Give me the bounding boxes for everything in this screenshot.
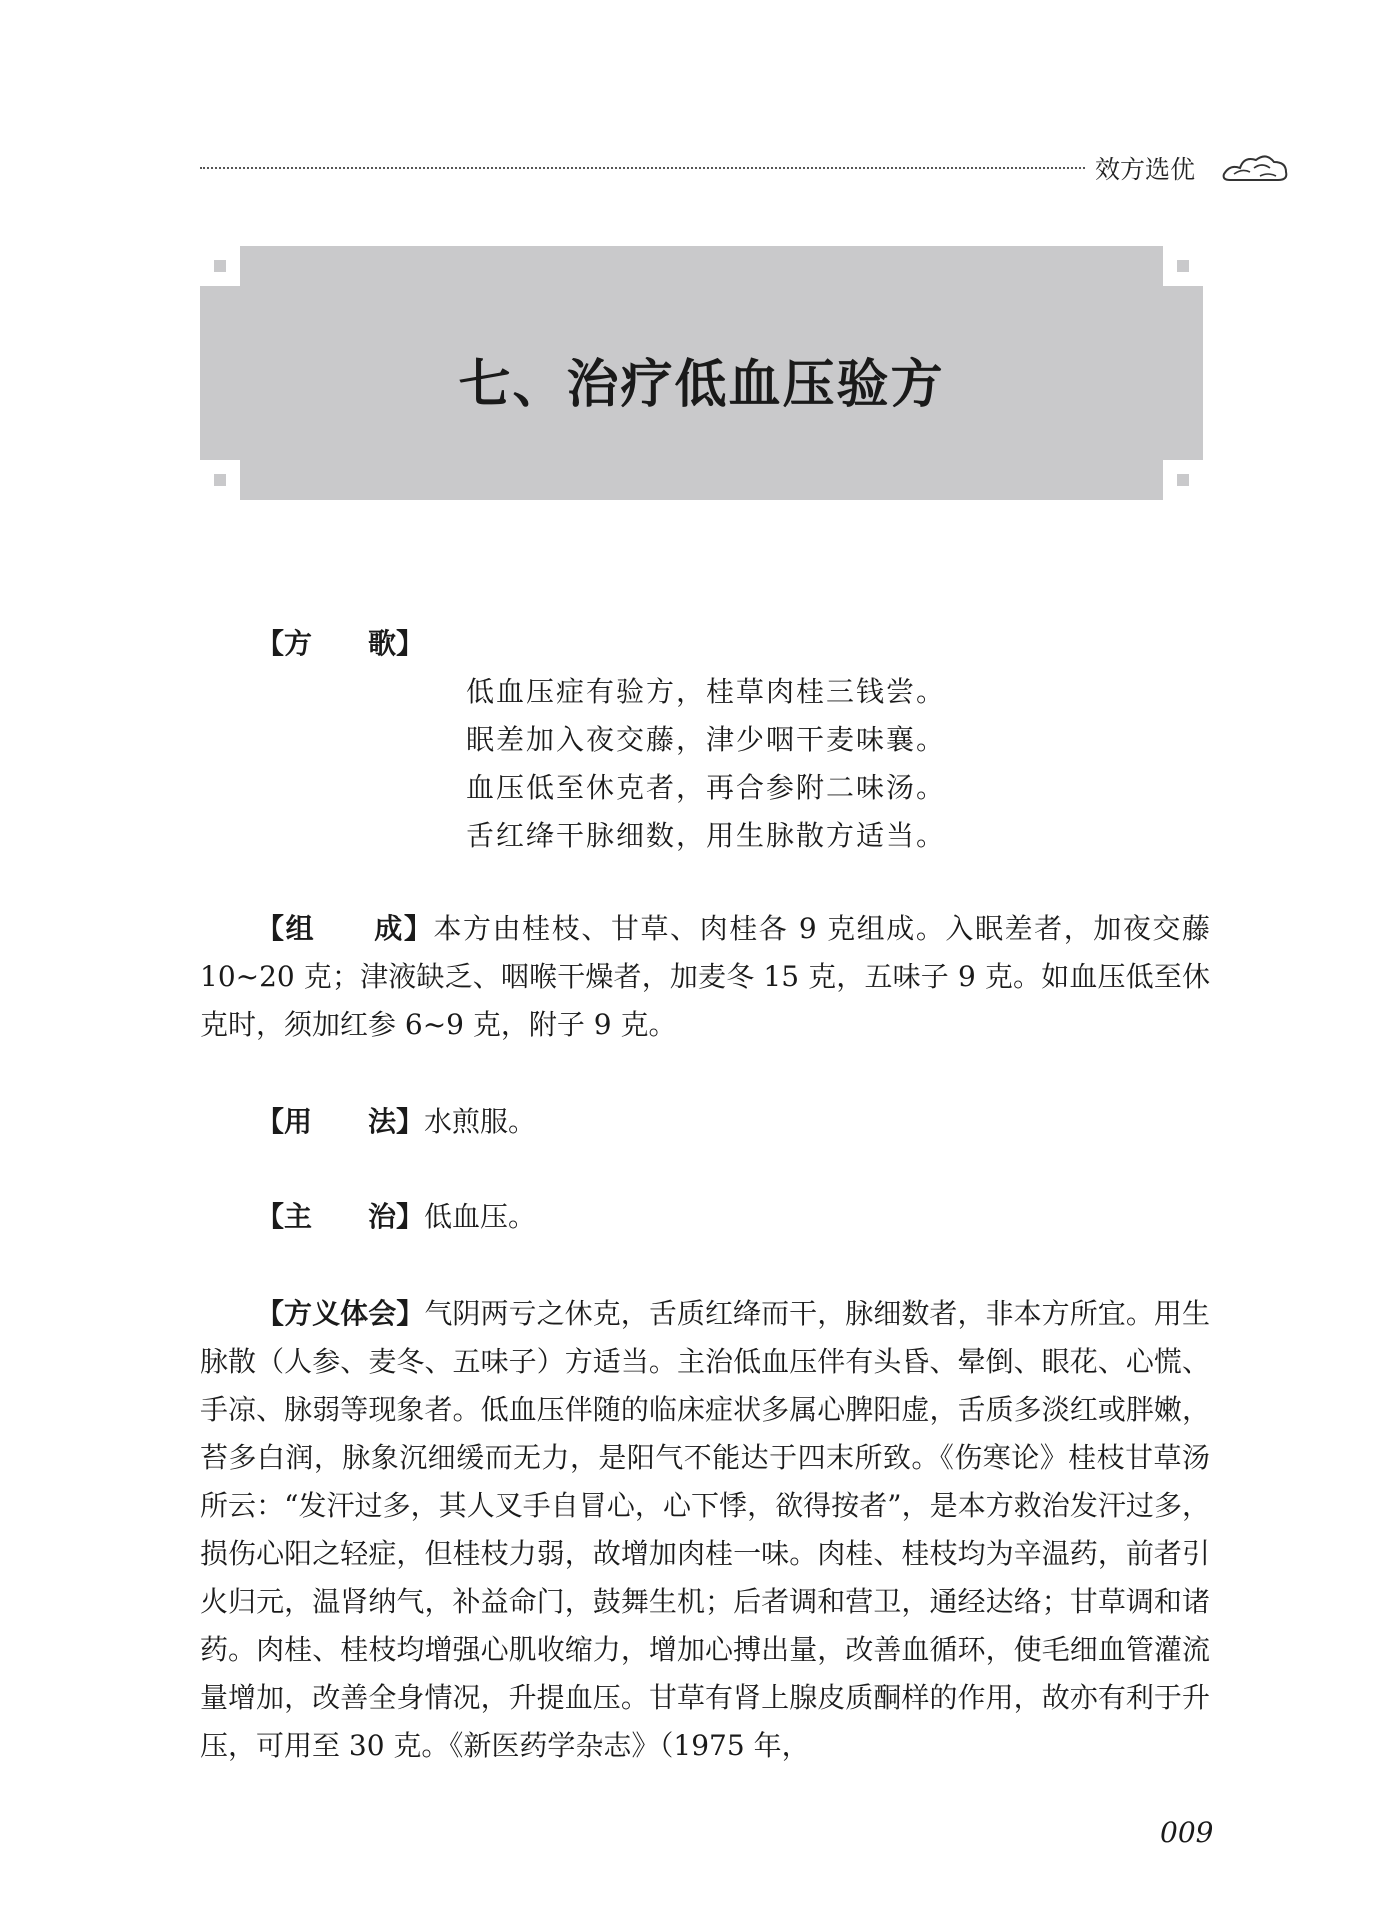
- fangyi-section: [200, 1290, 1210, 1770]
- chapter-title: 七、治疗低血压验方: [458, 354, 945, 415]
- zhuzhi-text: 低血压。: [424, 1200, 537, 1233]
- banner-corner-ornament: [1177, 260, 1189, 272]
- running-header: [200, 150, 1290, 190]
- poem-line: 低血压症有验方，桂草肉桂三钱尝。: [466, 675, 947, 708]
- zucheng-label: 【组 成】: [256, 912, 434, 945]
- yongfa-label: 【用 法】: [256, 1105, 425, 1138]
- chapter-banner: [200, 246, 1203, 500]
- cloud-icon: [1220, 150, 1290, 186]
- fangyi-label: 【方义体会】: [256, 1297, 425, 1330]
- zhuzhi-section: [200, 1193, 1210, 1241]
- yongfa-text: 水煎服。: [424, 1105, 537, 1138]
- banner-corner-ornament: [1177, 474, 1189, 486]
- zucheng-section: [200, 905, 1210, 1049]
- banner-corner-ornament: [214, 474, 226, 486]
- poem-line: 血压低至休克者，再合参附二味汤。: [466, 771, 947, 804]
- yongfa-section: [200, 1098, 1210, 1146]
- poem-line: 舌红绛干脉细数，用生脉散方适当。: [466, 819, 947, 852]
- formula-poem: [466, 668, 946, 860]
- header-title: 效方选优: [1095, 155, 1196, 184]
- banner-corner-ornament: [214, 260, 226, 272]
- fangge-section: [200, 620, 1210, 668]
- poem-line: 眠差加入夜交藤，津少咽干麦味襄。: [466, 723, 947, 756]
- zhuzhi-label: 【主 治】: [256, 1200, 425, 1233]
- zucheng-text: 本方由桂枝、甘草、肉桂各 9 克组成。入眠差者，加夜交藤 10~20 克；津液缺乏、咽喉干燥者，加麦冬 15 克，五味子 9 克。如血压低至休克时，须加红参 6~9 克，附子 9 克。: [200, 912, 1210, 1041]
- header-dotted-rule: [200, 167, 1085, 169]
- fangyi-text: 气阴两亏之休克，舌质红绛而干，脉细数者，非本方所宜。用生脉散（人参、麦冬、五味子）方适当。主治低血压伴有头昏、晕倒、眼花、心慌、手凉、脉弱等现象者。低血压伴随的临床症状多属心脾阳虚，舌质多淡红或胖嫩，苔多白润，脉象沉细缓而无力，是阳气不能达于四末所致。《伤寒论》桂枝甘草汤所云：“发汗过多，其人叉手自冒心，心下悸，欲得按者”，是本方救治发汗过多，损伤心阳之轻症，但桂枝力弱，故增加肉桂一味。肉桂、桂枝均为辛温药，前者引火归元，温肾纳气，补益命门，鼓舞生机；后者调和营卫，通经达络；甘草调和诸药。肉桂、桂枝均增强心肌收缩力，增加心搏出量，改善血循环，使毛细血管灌流量增加，改善全身情况，升提血压。甘草有肾上腺皮质酮样的作用，故亦有利于升压，可用至 30 克。《新医药学杂志》（1975 年，: [200, 1297, 1210, 1762]
- page-number: 009: [1160, 1816, 1214, 1849]
- fangge-label: 【方 歌】: [256, 627, 425, 660]
